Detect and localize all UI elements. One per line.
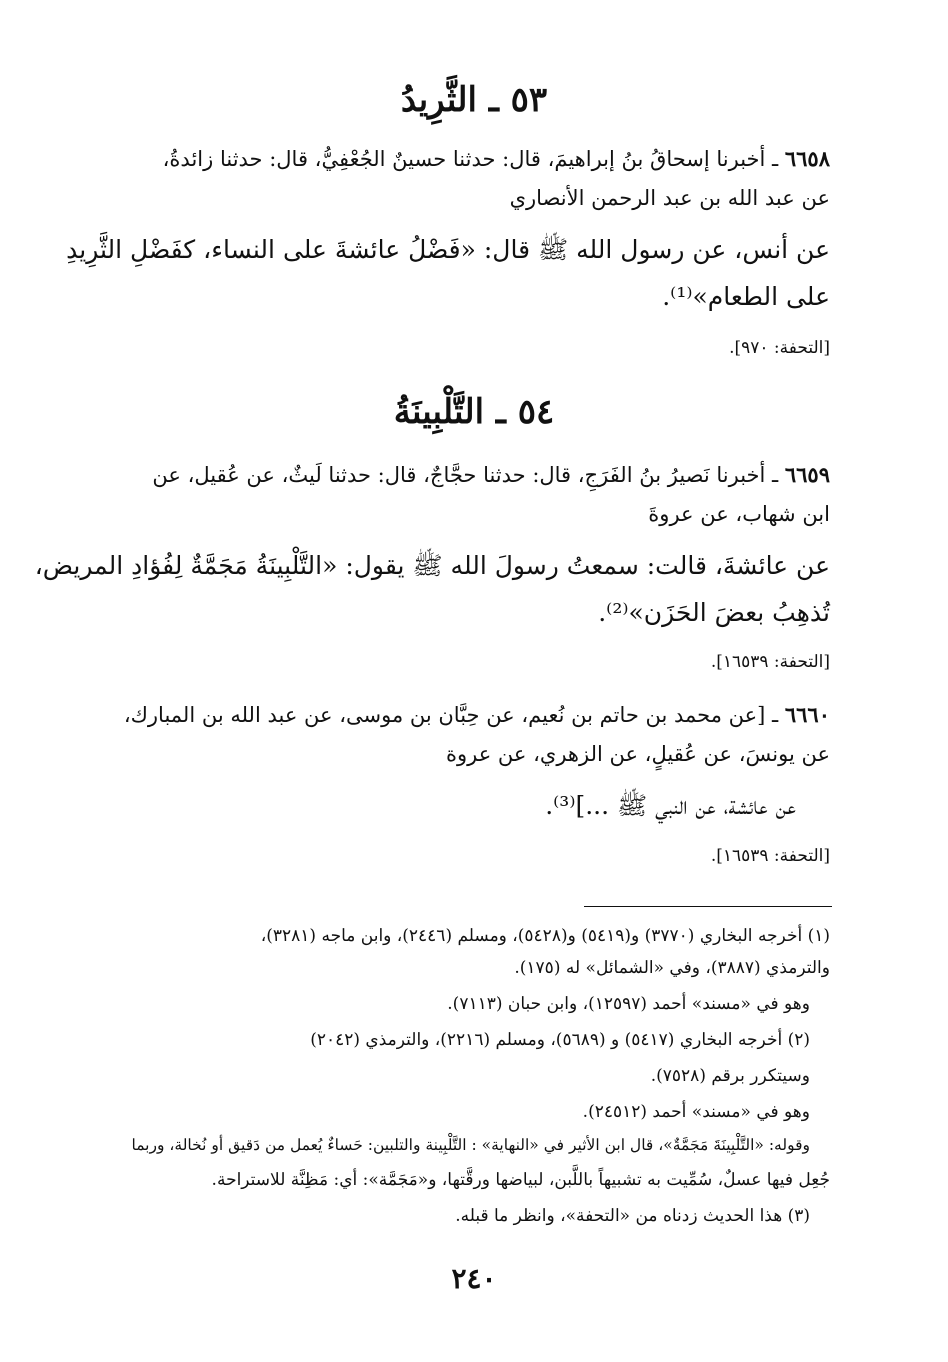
hadith-6660-tuhfa-reference: [التحفة: ١٦٥٣٩]. — [710, 846, 830, 866]
hadith-6659-isnad-line2: ابن شهاب، عن عروةَ — [648, 502, 830, 526]
footnote-line: وهو في «مسند» أحمد (٢٤٥١٢). — [582, 1102, 810, 1122]
isnad-text: ـ أخبرنا إسحاقُ بنُ إبراهيمَ، قال: حدثنا حسينٌ الجُعْفِيُّ، قال: حدثنا زائدةُ، — [162, 147, 785, 171]
isnad-text: ـ أخبرنا نَصيرُ بنُ الفَرَجِ، قال: حدثنا حجَّاجٌ، قال: حدثنا لَيثٌ، عن عُقيل، عن — [152, 463, 785, 487]
hadith-number: ٦٦٥٨ — [784, 146, 830, 171]
hadith-6659-matn-line2: تُذهِبُ بعضَ الحَزَن»⁽²⁾. — [598, 598, 830, 627]
footnote-line: جُعِل فيها عسلٌ، سُمِّيت به تشبيهاً باللَّبن، لبياضها ورقَّتها، و«مَجَمَّة»: أي: مَظِنَّة للاستراحة. — [211, 1170, 830, 1190]
hadith-6658-matn-line2: على الطعام»⁽¹⁾. — [662, 282, 830, 311]
hadith-6659-tuhfa-reference: [التحفة: ١٦٥٣٩]. — [710, 652, 830, 672]
hadith-6660-isnad-line1 — [110, 702, 830, 727]
hadith-6659-matn-line1: عن عائشةَ، قالت: سمعتُ رسولَ الله ﷺ يقول: «التَّلْبِينَةُ مَجَمَّةٌ لِفُؤادِ المريض، — [34, 551, 830, 580]
hadith-number: ٦٦٥٩ — [784, 462, 830, 487]
footnote-line: (٢) أخرجه البخاري (٥٤١٧) و (٥٦٨٩)، ومسلم (٢٢١٦)، والترمذي (٢٠٤٢) — [310, 1030, 810, 1050]
hadith-6660-isnad-line2: عن يونسَ، عن عُقيلٍ، عن الزهري، عن عروة — [445, 742, 830, 766]
hadith-6658-matn-line1: عن أنس، عن رسول الله ﷺ قال: «فَضْلُ عائشةَ على النساء، كفَضْلِ الثَّرِيدِ — [66, 235, 830, 264]
hadith-6659-isnad-line1 — [110, 462, 830, 487]
page-number: ٢٤٠ — [451, 1262, 497, 1295]
hadith-6660-matn-line1: عن عائشة، عن النبي ﷺ ...]⁽³⁾. — [545, 791, 796, 820]
footnote-line: والترمذي (٣٨٨٧)، وفي «الشمائل» له (١٧٥). — [514, 958, 830, 978]
hadith-6658-tuhfa-reference: [التحفة: ٩٧٠]. — [729, 338, 830, 358]
footnote-line: (١) أخرجه البخاري (٣٧٧٠) و(٥٤١٩) و(٥٤٢٨)، ومسلم (٢٤٤٦)، وابن ماجه (٣٢٨١)، — [260, 926, 830, 946]
footnote-divider — [584, 906, 832, 907]
footnote-line: (٣) هذا الحديث زدناه من «التحفة»، وانظر ما قبله. — [455, 1206, 810, 1226]
hadith-6658-isnad-line1 — [110, 146, 830, 171]
isnad-text: ـ [عن محمد بن حاتم بن نُعيم، عن حِبَّان بن موسى، عن عبد الله بن المبارك، — [123, 703, 785, 727]
chapter-heading-53: ٥٣ ـ الثَّرِيدُ — [400, 80, 548, 120]
chapter-heading-54: ٥٤ ـ التَّلْبِينَةُ — [393, 392, 555, 432]
hadith-number: ٦٦٦٠ — [784, 702, 830, 727]
hadith-6658-isnad-line2: عن عبد الله بن عبد الرحمن الأنصاري — [509, 186, 830, 210]
footnote-line: وسيتكرر برقم (٧٥٢٨). — [650, 1066, 810, 1086]
footnote-line: وهو في «مسند» أحمد (١٢٥٩٧)، وابن حبان (٧١١٣). — [447, 994, 810, 1014]
footnote-line: وقوله: «التَّلْبِينَةَ مَجَمَّةٌ»، قال ابن الأثير في «النهاية» : التَّلْبِينة والتلبين: حَساءٌ يُعمل من دَقيق أو نُخالة، وربما — [131, 1136, 810, 1154]
